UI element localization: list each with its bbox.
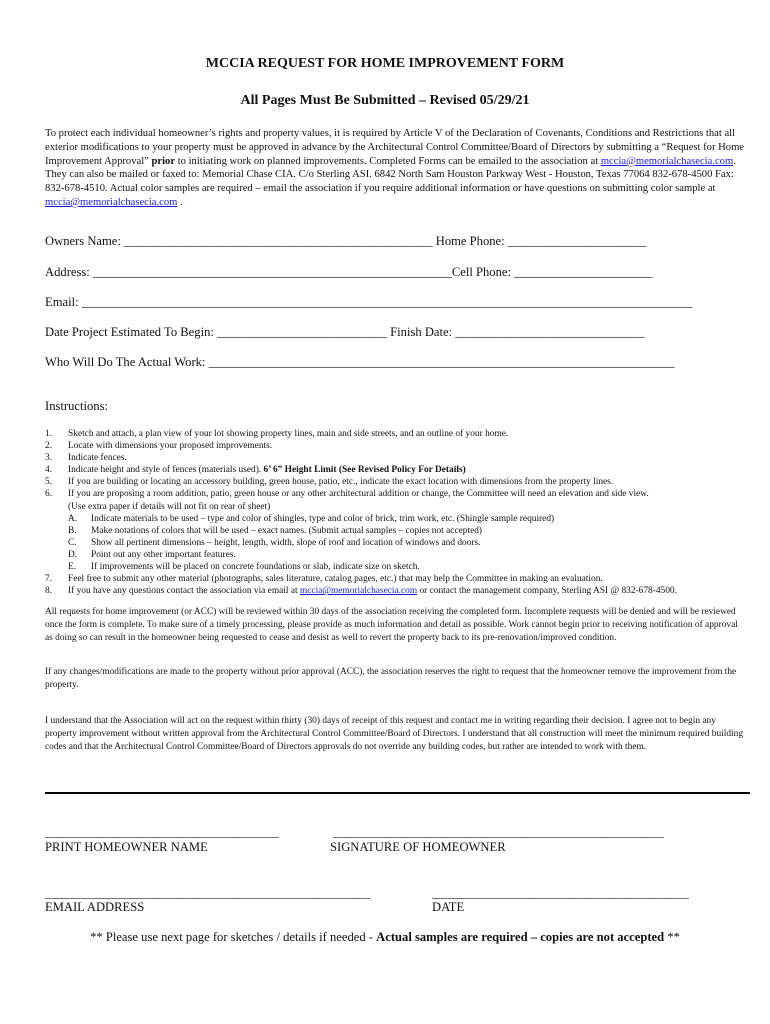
- footer-end: **: [667, 930, 680, 944]
- list-item: 2. Locate with dimensions your proposed improvements.: [45, 441, 273, 452]
- list-item: 4. Indicate height and style of fences (materials used). 6’ 6” Height Limit (See Revised Policy For Details): [45, 465, 466, 476]
- print-name-line[interactable]: _________________________________________: [45, 825, 279, 839]
- color-sample-email-link[interactable]: mccia@memorialchasecia.com: [45, 196, 178, 208]
- email-address-label: EMAIL ADDRESS: [45, 900, 145, 914]
- address-field[interactable]: Address: _________________________________________________________Cell Phone: ______________________: [45, 265, 653, 279]
- changes-policy-paragraph: If any changes/modifications are made to the property without prior approval (ACC), the association reserves the right to request that the homeowner remove the improvement from the property.: [45, 667, 737, 690]
- signature-line[interactable]: __________________________________________________________: [333, 825, 664, 839]
- list-item: 8. If you have any questions contact the association via email at mccia@memorialchasecia.com or contact the management company, Sterling ASI @ 832-678-4500.: [45, 586, 677, 597]
- email-address-line[interactable]: _________________________________________________________: [45, 886, 370, 900]
- form-title: MCCIA REQUEST FOR HOME IMPROVEMENT FORM: [205, 56, 565, 71]
- fence-height-limit: 6’ 6” Height Limit (See Revised Policy For Details): [263, 465, 466, 476]
- intro-text-3: . They can also be mailed or faxed to: Memorial Chase CIA. C/o Sterling ASI. 6842 North Sam Houston Parkway West - Houston, Texas 77064 832-678-4500 Fax: 832-678-4510. Actual color samples are required – email the association if you require additional information or have questions on submitting color sample at: [45, 155, 736, 195]
- list-note: (Use extra paper if details will not fit on rear of sheet): [68, 501, 271, 512]
- questions-email-link[interactable]: mccia@memorialchasecia.com: [299, 586, 418, 597]
- list-item: 1. Sketch and attach, a plan view of your lot showing property lines, main and side streets, and an outline of your home.: [45, 429, 509, 439]
- list-item: 7. Feel free to submit any other material (photographs, sales literature, catalog pages, etc.) that may help the Committee in making an evaluation.: [45, 574, 603, 585]
- contractor-field[interactable]: Who Will Do The Actual Work: __________________________________________________________________________: [45, 355, 675, 369]
- owners-name-field[interactable]: Owners Name: _________________________________________________ Home Phone: ______________________: [45, 234, 647, 248]
- footer-bold-text: Actual samples are required – copies are not accepted: [376, 930, 665, 944]
- sub-list-item: E. If improvements will be placed on concrete foundations or slab, indicate size on sketch.: [68, 562, 420, 573]
- acknowledgement-paragraph: I understand that the Association will act on the request within thirty (30) days of receipt of this request and contact me in writing regarding their decision. I agree not to begin any property improvement without written approval from the Architectural Control Committee/Board of Directors. I understand that all construction will meet the minimum required building codes and that the Architectural Control Committee/Board of Directors approvals do not override any building codes, but rather are intended to work with them.: [45, 716, 744, 752]
- intro-prior: prior: [151, 155, 176, 167]
- list-item: 6. If you are proposing a room addition, patio, green house or any other architectural addition or change, the Committee will need an elevation and side view.: [45, 489, 649, 500]
- signature-label: SIGNATURE OF HOMEOWNER: [330, 840, 506, 854]
- date-label: DATE: [432, 900, 465, 914]
- print-name-label: PRINT HOMEOWNER NAME: [45, 840, 208, 854]
- instructions-list: [45, 428, 760, 597]
- sub-list-item: B. Make notations of colors that will be used – exact names. (Submit actual samples – copies not accepted): [68, 525, 483, 536]
- intro-text-2: to initiating work on planned improvements. Completed Forms can be emailed to the association at: [177, 155, 599, 167]
- sub-list-item: D. Point out any other important features.: [68, 549, 236, 560]
- section-divider: [45, 792, 750, 794]
- footer-note: [0, 930, 770, 945]
- list-item: 5. If you are building or locating an accessory building, green house, patio, etc., indicate the exact location with dimensions from the property lines.: [45, 477, 614, 488]
- email-field[interactable]: Email: _________________________________________________________________________________________________: [45, 295, 693, 309]
- association-email-link[interactable]: mccia@memorialchasecia.com: [600, 155, 734, 167]
- date-line[interactable]: _____________________________________________: [432, 886, 689, 900]
- list-item: 3. Indicate fences.: [45, 453, 127, 464]
- form-subtitle: All Pages Must Be Submitted – Revised 05/29/21: [240, 93, 530, 108]
- sub-list-item: C. Show all pertinent dimensions – height, length, width, slope of roof and location of windows and doors.: [68, 537, 481, 548]
- intro-text-1: To protect each individual homeowner’s rights and property values, it is required by Article V of the Declaration of Covenants, Conditions and Restrictions that all exterior modifications to your property must be approved in advance by the Architectural Control Committee/Board of Directors by submitting a “Request for Home Improvement Approval”: [45, 128, 745, 167]
- instructions-heading: Instructions:: [45, 399, 108, 413]
- intro-paragraph: [45, 127, 745, 210]
- sub-list-item: A. Indicate materials to be used – type and color of shingles, type and color of brick, trim work, etc. (Shingle sample required): [68, 513, 555, 524]
- footer-text: ** Please use next page for sketches / details if needed -: [90, 930, 373, 944]
- project-dates-field[interactable]: Date Project Estimated To Begin: ___________________________ Finish Date: ______________________________: [45, 325, 645, 339]
- review-policy-paragraph: All requests for home improvement (or ACC) will be reviewed within 30 days of the association receiving the completed form. Incomplete requests will be denied and will be reviewed once the form is complete. To make sure of a timely processing, please provide as much information and detail as possible. Work cannot begin prior to receiving notification of approval as doing so can result in the homeowner being requested to cease and desist as well to revert the property back to its pre-renovation/improved condition.: [45, 607, 738, 643]
- intro-text-4: .: [180, 196, 183, 208]
